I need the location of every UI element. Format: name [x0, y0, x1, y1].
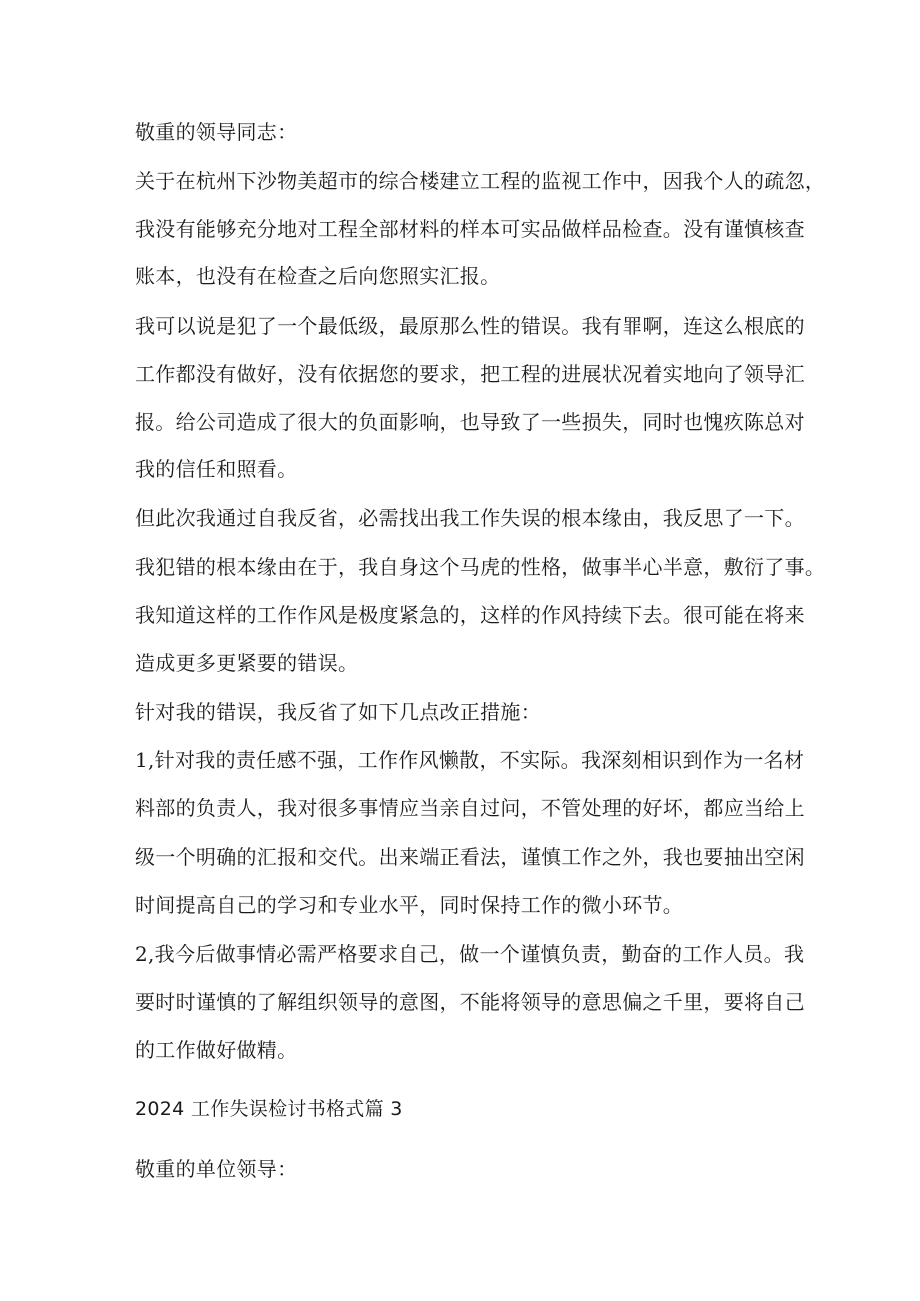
- body-line: 我的信任和照看。: [135, 457, 298, 481]
- body-line: 1,针对我的责任感不强，工作作风懒散，不实际。我深刻相识到作为一名材: [135, 748, 805, 772]
- body-line: 我知道这样的工作作风是极度紧急的，这样的作风持续下去。很可能在将来: [135, 603, 805, 627]
- body-line: 我没有能够充分地对工程全部材料的样本可实品做样品检查。没有谨慎核查: [135, 217, 805, 241]
- greeting-line-2: 敬重的单位领导：: [135, 1157, 298, 1181]
- body-line: 造成更多更紧要的错误。: [135, 651, 359, 675]
- body-line: 账本，也没有在检查之后向您照实汇报。: [135, 264, 501, 288]
- greeting-line: 敬重的领导同志：: [135, 120, 298, 144]
- body-line: 我可以说是犯了一个最低级，最原那么性的错误。我有罪啊，连这么根底的: [135, 314, 805, 338]
- body-line: 2,我今后做事情必需严格要求自己，做一个谨慎负责，勤奋的工作人员。我: [135, 942, 805, 966]
- body-line: 报。给公司造成了很大的负面影响，也导致了一些损失，同时也愧疚陈总对: [135, 410, 805, 434]
- body-line: 时间提高自己的学习和专业水平，同时保持工作的微小环节。: [135, 893, 684, 917]
- body-line: 的工作做好做精。: [135, 1038, 298, 1062]
- body-line: 工作都没有做好，没有依据您的要求，把工程的进展状况着实地向了领导汇: [135, 362, 805, 386]
- body-line: 针对我的错误，我反省了如下几点改正措施：: [135, 700, 541, 724]
- body-line: 料部的负责人，我对很多事情应当亲自过问，不管处理的好坏，都应当给上: [135, 796, 805, 820]
- body-line: 但此次我通过自我反省，必需找出我工作失误的根本缘由，我反思了一下。: [135, 506, 805, 530]
- body-line: 级一个明确的汇报和交代。出来端正看法，谨慎工作之外，我也要抽出空闲: [135, 845, 805, 869]
- body-line: 关于在杭州下沙物美超市的综合楼建立工程的监视工作中，因我个人的疏忽，: [135, 169, 826, 193]
- body-line: 要时时谨慎的了解组织领导的意图，不能将领导的意思偏之千里，要将自己: [135, 990, 805, 1014]
- section-heading: 2024 工作失误检讨书格式篇 3: [135, 1098, 403, 1120]
- body-line: 我犯错的根本缘由在于，我自身这个马虎的性格，做事半心半意，敷衍了事。: [135, 555, 826, 579]
